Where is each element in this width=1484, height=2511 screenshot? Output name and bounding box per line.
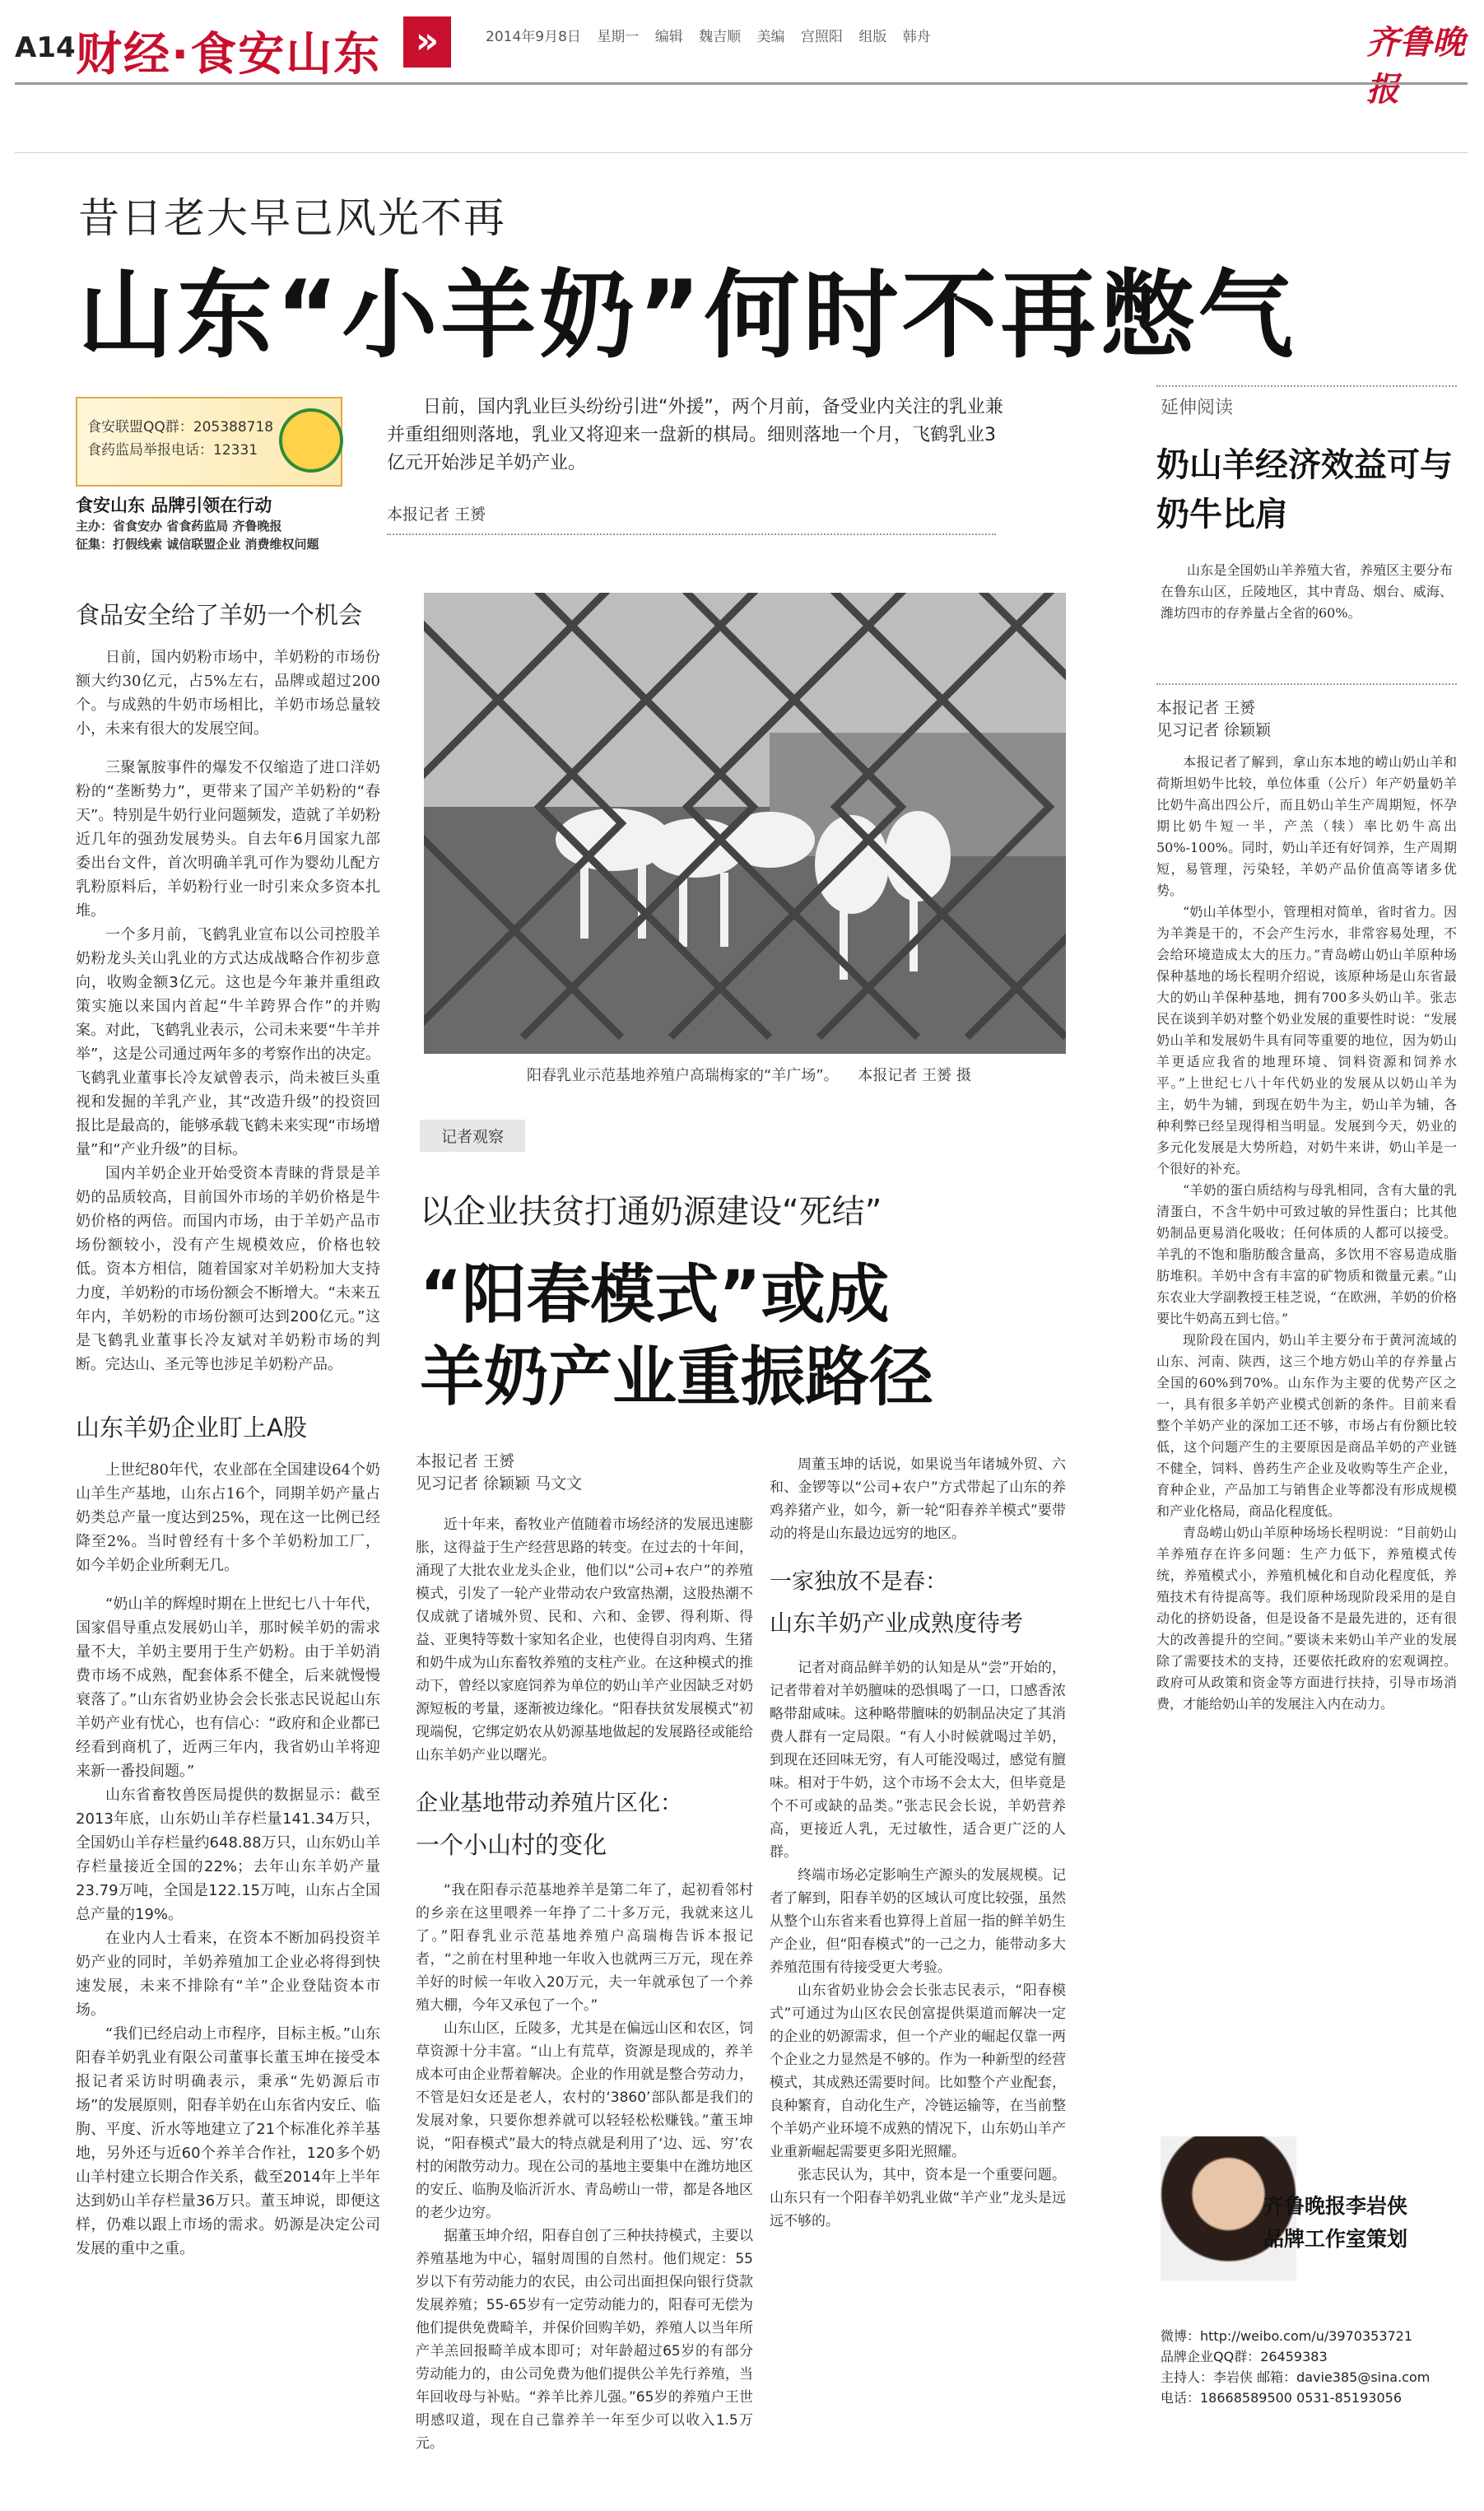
photo-caption xyxy=(527,1064,971,1085)
sidebar-p3: “羊奶的蛋白质结构与母乳相同，含有大量的乳清蛋白，不含牛奶中可致过敏的异性蛋白；比其他奶制品更易消化吸收；任何体质的人都可以接受。羊乳的不饱和脂肪酸含量高，多饮用不容易造成脂肪堆积。羊奶中含有丰富的矿物质和微量元素。”山东农业大学副教授王桂芝说，“在欧洲，羊奶的价格要比牛奶高五到七倍。” xyxy=(1156,1182,1457,1326)
section-arrow-icon: » xyxy=(403,16,451,68)
sidebar-top-divider xyxy=(1156,385,1457,387)
sidebar-p2: “奶山羊体型小，管理相对简单，省时省力。因为羊粪是干的，不会产生污水，非常容易处理，不会给环境造成太大的压力。”青岛崂山奶山羊原种场保种基地的场长程明介绍说，该原种场是山东省最大的奶山羊保种基地，拥有700多头奶山羊。张志民在谈到羊奶对整个奶业发展的重要性时说：“发展奶山羊和发展奶牛具有同等重要的地位，因为奶山羊更适应我省的地理环境、饲料资源和饲养水平。”上世纪七八十年代奶业的发展从以奶山羊为主，奶牛为辅，到现在奶牛为主，奶山羊为辅，各种利弊已经呈现得相当明显。发展到今天，奶业的多元化发展是大势所趋，对奶牛来讲，奶山羊是一个很好的补充。 xyxy=(1156,904,1457,1176)
sidebar-title: 奶山羊经济效益可与奶牛比肩 xyxy=(1156,446,1453,533)
feature-title-line-2: 羊奶产业重振路径 xyxy=(420,1340,934,1414)
feature-column-2 xyxy=(770,1453,1066,2233)
newspaper-logo: 齐鲁晚报 xyxy=(1366,23,1465,109)
sidebar-p5: 青岛崂山奶山羊原种场场长程明说：“目前奶山羊养殖存在许多问题：生产力低下，养殖模式传统，养殖模式小，养殖机械化和自动化程度低，养殖技术有待提高等。我们原种场现阶段采用的是自动化的挤奶设备，但是设备不是最先进的，还有很大的改善提升的空间。”要谈未来奶山羊产业的发展除了需要技术的支持，还要依托政府的宏观调控。政府可从政策和资金等方面进行扶持，引导市场消费，才能给奶山羊的发展注入内在动力。 xyxy=(1156,1525,1457,1712)
badge-qq: 食安联盟QQ群：205388718 xyxy=(87,419,274,436)
sidebar-body xyxy=(1156,696,1457,1715)
contact-weibo: 微博：http://weibo.com/u/3970353721 xyxy=(1161,2328,1413,2344)
host-credit xyxy=(1263,2190,1407,2256)
food-safety-badge xyxy=(76,397,342,487)
left-p9: “我们已经启动上市程序，目标主板。”山东阳春羊奶乳业有限公司董事长董玉坤在接受本报记者采访时明确表示，秉承“先奶源后市场”的发展原则，阳春羊奶在山东省内安丘、临朐、平度、沂水等地建立了21个标准化养羊基地，另外还与近60个养羊合作社，120多个奶山羊村建立长期合作关系，截至2014年上半年达到奶山羊存栏量36万只。董玉坤说，即便这样，仍难以跟上市场的需求。奶源是决定公司发展的重中之重。 xyxy=(76,2025,380,2257)
badge-call: 征集：打假线索 诚信联盟企业 消费维权问题 xyxy=(76,537,319,552)
goat-photo-illustration xyxy=(424,593,1066,1054)
left-title-1: 食品安全给了羊奶一个机会 xyxy=(76,601,363,629)
sidebar-p4: 现阶段在国内，奶山羊主要分布于黄河流域的山东、河南、陕西，这三个地方奶山羊的存养量占全国的60%到70%。山东作为主要的优势产区之一，具有很多羊奶产业模式创新的条件。目前来看整个羊奶产业的深加工还不够，市场占有份额比较低，这个问题产生的主要原因是商品羊奶的产业链不健全，饲料、兽药生产企业及收购等生产企业，育种企业，产品加工与销售企业等都没有形成规模和产业化格局，商品化程度低。 xyxy=(1156,1332,1457,1519)
feature-byline-2: 见习记者 徐颖颖 马文文 xyxy=(416,1474,583,1493)
caption-text: 阳春乳业示范基地养殖户高瑞梅家的“羊广场”。 xyxy=(527,1067,839,1084)
feature-title-line-1: “阳春模式”或成 xyxy=(420,1258,890,1332)
feature-kicker: 以企业扶贫打通奶源建设“死结” xyxy=(420,1193,882,1231)
feature-p6: 记者对商品鲜羊奶的认知是从“尝”开始的，记者带着对羊奶膻味的恐惧喝了一口，口感香浓略带甜咸味。这种略带膻味的奶制品决定了其消费人群有一定局限。“有人小时候就喝过羊奶，到现在还回味无穷，有人可能没喝过，感觉有膻味。相对于牛奶，这个市场不会太大，但毕竟是个不可或缺的品类。”张志民会长说，羊奶营养高，更接近人乳，无过敏性，适合更广泛的人群。 xyxy=(770,1660,1066,1861)
left-column xyxy=(76,597,380,2261)
feature-sub-1a: 企业基地带动养殖片区化： xyxy=(416,1791,682,1816)
left-p8: 在业内人士看来，在资本不断加码投资羊奶产业的同时，羊奶养殖加工企业必将得到快速发展，未来不排除有“羊”企业登陆资本市场。 xyxy=(76,1930,380,2019)
food-safety-emblem-icon xyxy=(279,408,343,473)
headline-kicker: 昔日老大早已风光不再 xyxy=(78,194,506,242)
left-p4: 国内羊奶企业开始受资本青睐的背景是羊奶的品质较高，目前国外市场的羊奶价格是牛奶价格的两倍。而国内市场，由于羊奶产品市场份额较小，没有产生规模效应，价格也较低。资本方相信，随着国家对羊奶粉加大支持力度，羊奶粉的市场份额会不断增大。“未来五年内，羊奶粉的市场份额可达到200亿元。”这是飞鹤乳业董事长冷友斌对羊奶粉市场的判断。完达山、圣元等也涉足羊奶粉产品。 xyxy=(76,1165,380,1373)
proofreader: 组版 韩舟 xyxy=(858,29,931,45)
feature-p1: 近十年来，畜牧业产值随着市场经济的发展迅速膨胀，这得益于生产经营思路的转变。在过去的十年间，涌现了大批农业龙头企业，他们以“公司+农户”的养殖模式，引发了一轮产业带动农户致富热潮，这股热潮不仅成就了诸城外贸、民和、六和、金锣、得利斯、得益、亚奥特等数十家知名企业，也使得自羽肉鸡、生猪和奶牛成为山东畜牧养殖的支柱产业。在这种模式的推动下，曾经以家庭饲养为单位的奶山羊产业因缺乏对奶源短板的考量，逐渐被边缘化。“阳春扶贫发展模式”初现端倪，它绑定奶农从奶源基地做起的发展路径或能给山东羊奶产业以曙光。 xyxy=(416,1516,753,1763)
lead-paragraph: 日前，国内乳业巨头纷纷引进“外援”，两个月前，备受业内关注的乳业兼并重组细则落地，乳业又将迎来一盘新的棋局。细则落地一个月，飞鹤乳业3亿元开始涉足羊奶产业。 xyxy=(387,397,1003,473)
issue-meta xyxy=(486,25,931,45)
lead-byline: 本报记者 王赟 xyxy=(387,505,486,524)
caption-credit: 本报记者 王赟 摄 xyxy=(858,1067,971,1084)
feature-sub-1b: 一个小山村的变化 xyxy=(416,1831,607,1859)
sidebar-p1: 本报记者了解到，拿山东本地的崂山奶山羊和荷斯坦奶牛比较，单位体重（公斤）年产奶量奶羊比奶牛高出四公斤，而且奶山羊生产周期短，怀孕期比奶牛短一半，产羔（犊）率比奶牛高出50%-100%。同时，奶山羊还有好饲养，生产周期短，易管理，污染轻，羊奶产品价值高等诸多优势。 xyxy=(1156,754,1457,898)
sidebar-mid-divider xyxy=(1156,683,1457,685)
badge-title: 食安山东 品牌引领在行动 xyxy=(76,496,272,515)
header-rule xyxy=(15,82,1468,85)
sidebar-byline-2: 见习记者 徐颖颖 xyxy=(1156,721,1272,739)
feature-tag: 记者观察 xyxy=(420,1120,525,1152)
left-title-2: 山东羊奶企业盯上A股 xyxy=(76,1414,307,1442)
lead-divider xyxy=(387,533,996,535)
goat-photo xyxy=(424,593,1066,1054)
sidebar-byline-1: 本报记者 王赟 xyxy=(1156,699,1256,717)
feature-p3: 山东山区，丘陵多，尤其是在偏远山区和农区，饲草资源十分丰富。“山上有荒草，资源是现成的，养羊成本可由企业帮着解决。企业的作用就是整合劳动力，不管是妇女还是老人，农村的‘3860’部队都是我们的发展对象，只要你想养就可以轻轻松松赚钱。”董玉坤说，“阳春模式”最大的特点就是利用了‘边、远、穷’农村的闲散劳动力。现在公司的基地主要集中在潍坊地区的安丘、临朐及临沂沂水、青岛崂山一带，都是各地区的老少边穷。 xyxy=(416,2020,753,2221)
editor: 编辑 魏吉顺 xyxy=(654,29,742,45)
contact-block xyxy=(1161,2326,1430,2408)
contact-phone: 电话：18668589500 0531-85193056 xyxy=(1161,2390,1402,2406)
section-name: 财经·食安山东 xyxy=(76,28,382,82)
sidebar-tag: 延伸阅读 xyxy=(1161,398,1234,418)
page-number: A14 xyxy=(15,31,76,64)
left-p1: 日前，国内奶粉市场中，羊奶粉的市场份额大约30亿元，占5%左右，品牌或超过200个。与成熟的牛奶市场相比，羊奶市场总量较小，未来有很大的发展空间。 xyxy=(76,649,380,738)
sidebar-intro: 山东是全国奶山羊养殖大省，养殖区主要分布在鲁东山区，丘陵地区，其中青岛、烟台、威海、潍坊四市的存养量占全省的60%。 xyxy=(1161,562,1453,621)
left-p3: 一个多月前，飞鹤乳业宣布以公司控股羊奶粉龙头关山乳业的方式达成战略合作初步意向，收购金额3亿元。这也是今年兼并重组政策实施以来国内首起“牛羊跨界合作”的并购案。对此，飞鹤乳业表示，公司未来要“牛羊并举”，这是公司通过两年多的考察作出的决定。飞鹤乳业董事长冷友斌曾表示，尚未被巨头重视和发掘的羊乳产业，其“改造升级”的投资回报比是最高的，能够承载飞鹤未来实现“市场增量”和“产业升级”的目标。 xyxy=(76,926,380,1158)
feature-p2: “我在阳春示范基地养羊是第二年了，起初看邻村的乡亲在这里喂养一年挣了二十多万元，我就来这儿了。”阳春乳业示范基地养殖户高瑞梅告诉本报记者，“之前在村里种地一年收入也就两三万元，现在养羊好的时候一年收入20万元，夫一年就承包了一个养殖大棚，今年又承包了一个。” xyxy=(416,1882,753,2014)
contact-qq: 品牌企业QQ群：26459383 xyxy=(1161,2349,1328,2364)
headline-title: 山东“小羊奶”何时不再憋气 xyxy=(78,260,1297,371)
feature-p8: 山东省奶业协会会长张志民表示，“阳春模式”可通过为山区农民创富提供渠道而解决一定的企业的奶源需求，但一个产业的崛起仅靠一两个企业之力显然是不够的。作为一种新型的经营模式，其成熟还需要时间。比如整个产业配套，良种繁育，自动化生产，冷链运输等，在当前整个羊奶产业环境不成熟的情况下，山东奶山羊产业重新崛起需要更多阳光照耀。 xyxy=(770,1982,1066,2160)
feature-sub-2b: 山东羊奶产业成熟度待考 xyxy=(770,1610,1024,1637)
left-p6: “奶山羊的辉煌时期在上世纪七八十年代，国家倡导重点发展奶山羊，那时候羊奶的需求量不大，羊奶主要用于生产奶粉。由于羊奶消费市场不成熟，配套体系不健全，后来就慢慢衰落了。”山东省奶业协会会长张志民说起山东羊奶产业有忧心，也有信心：“政府和企业都已经看到商机了，近两三年内，我省奶山羊将迎来新一番投间题。” xyxy=(76,1596,380,1780)
feature-sub-2a: 一家独放不是春： xyxy=(770,1569,947,1595)
left-p2: 三聚氰胺事件的爆发不仅缩造了进口洋奶粉的“垄断势力”，更带来了国产羊奶粉的“春天”。特别是牛奶行业问题频发，造就了羊奶粉近几年的强劲发展势头。自去年6月国家九部委出台文件，首次明确羊乳可作为婴幼儿配方乳粉原料后，羊奶粉行业一时引来众多资本扎堆。 xyxy=(76,759,380,920)
header-rule-thin xyxy=(15,152,1468,153)
feature-p7: 终端市场必定影响生产源头的发展规模。记者了解到，阳春羊奶的区域认可度比较强，虽然从整个山东省来看也算得上首屈一指的鲜羊奶生产企业，但“阳春模式”的一己之力，能带动多大养殖范围有待接受更大考验。 xyxy=(770,1867,1066,1976)
feature-p5: 周董玉坤的话说，如果说当年诸城外贸、六和、金锣等以“公司+农户”方式带起了山东的养鸡养猪产业，如今，新一轮“阳春养羊模式”要带动的将是山东最边远穷的地区。 xyxy=(770,1456,1066,1542)
feature-p4: 据董玉坤介绍，阳春自创了三种扶持模式，主要以养殖基地为中心，辐射周围的自然村。他们规定：55岁以下有劳动能力的农民，由公司出面担保向银行贷款发展养殖；55-65岁有一定劳动能力的，阳春可无偿为他们提供免费畸羊，并保价回购羊奶，养殖人以当年所产羊羔回报畸羊成本即可；对年龄超过65岁的有部分劳动能力的，由公司免费为他们提供公羊先行养殖，当年回收母与补贴。“养羊比养儿强。”65岁的养殖户王世明感叹道，现在自己靠养羊一年至少可以收入1.5万元。 xyxy=(416,2228,753,2452)
left-p5: 上世纪80年代，农业部在全国建设64个奶山羊生产基地，山东占16个，同期羊奶产量占奶类总产量一度达到25%，现在这一比例已经降至2%。当时曾经有十多个羊奶粉加工厂，如今羊奶企业所剩无几。 xyxy=(76,1461,380,1574)
art-editor: 美编 宫照阳 xyxy=(756,29,843,45)
host-line-1: 齐鲁晚报李岩侠 xyxy=(1263,2194,1408,2218)
contact-host: 主持人：李岩侠 邮箱：davie385@sina.com xyxy=(1161,2369,1431,2385)
badge-hotline: 食药监局举报电话：12331 xyxy=(87,442,258,459)
host-line-2: 品牌工作室策划 xyxy=(1263,2227,1408,2251)
feature-column-1 xyxy=(416,1449,753,2455)
feature-byline-1: 本报记者 王赟 xyxy=(416,1452,515,1470)
left-p7: 山东省畜牧兽医局提供的数据显示：截至2013年底，山东奶山羊存栏量141.34万只，全国奶山羊存栏量约648.88万只，山东奶山羊存栏量接近全国的22%；去年山东羊奶产量23.79万吨，全国是122.15万吨，山东占全国总产量的19%。 xyxy=(76,1787,380,1923)
issue-weekday: 星期一 xyxy=(597,29,640,45)
feature-p9: 张志民认为，其中，资本是一个重要问题。山东只有一个阳春羊奶乳业做“羊产业”龙头是远远不够的。 xyxy=(770,2167,1066,2229)
badge-organizers: 主办：省食安办 省食药监局 齐鲁晚报 xyxy=(76,519,282,533)
issue-date: 2014年9月8日 xyxy=(486,29,581,45)
